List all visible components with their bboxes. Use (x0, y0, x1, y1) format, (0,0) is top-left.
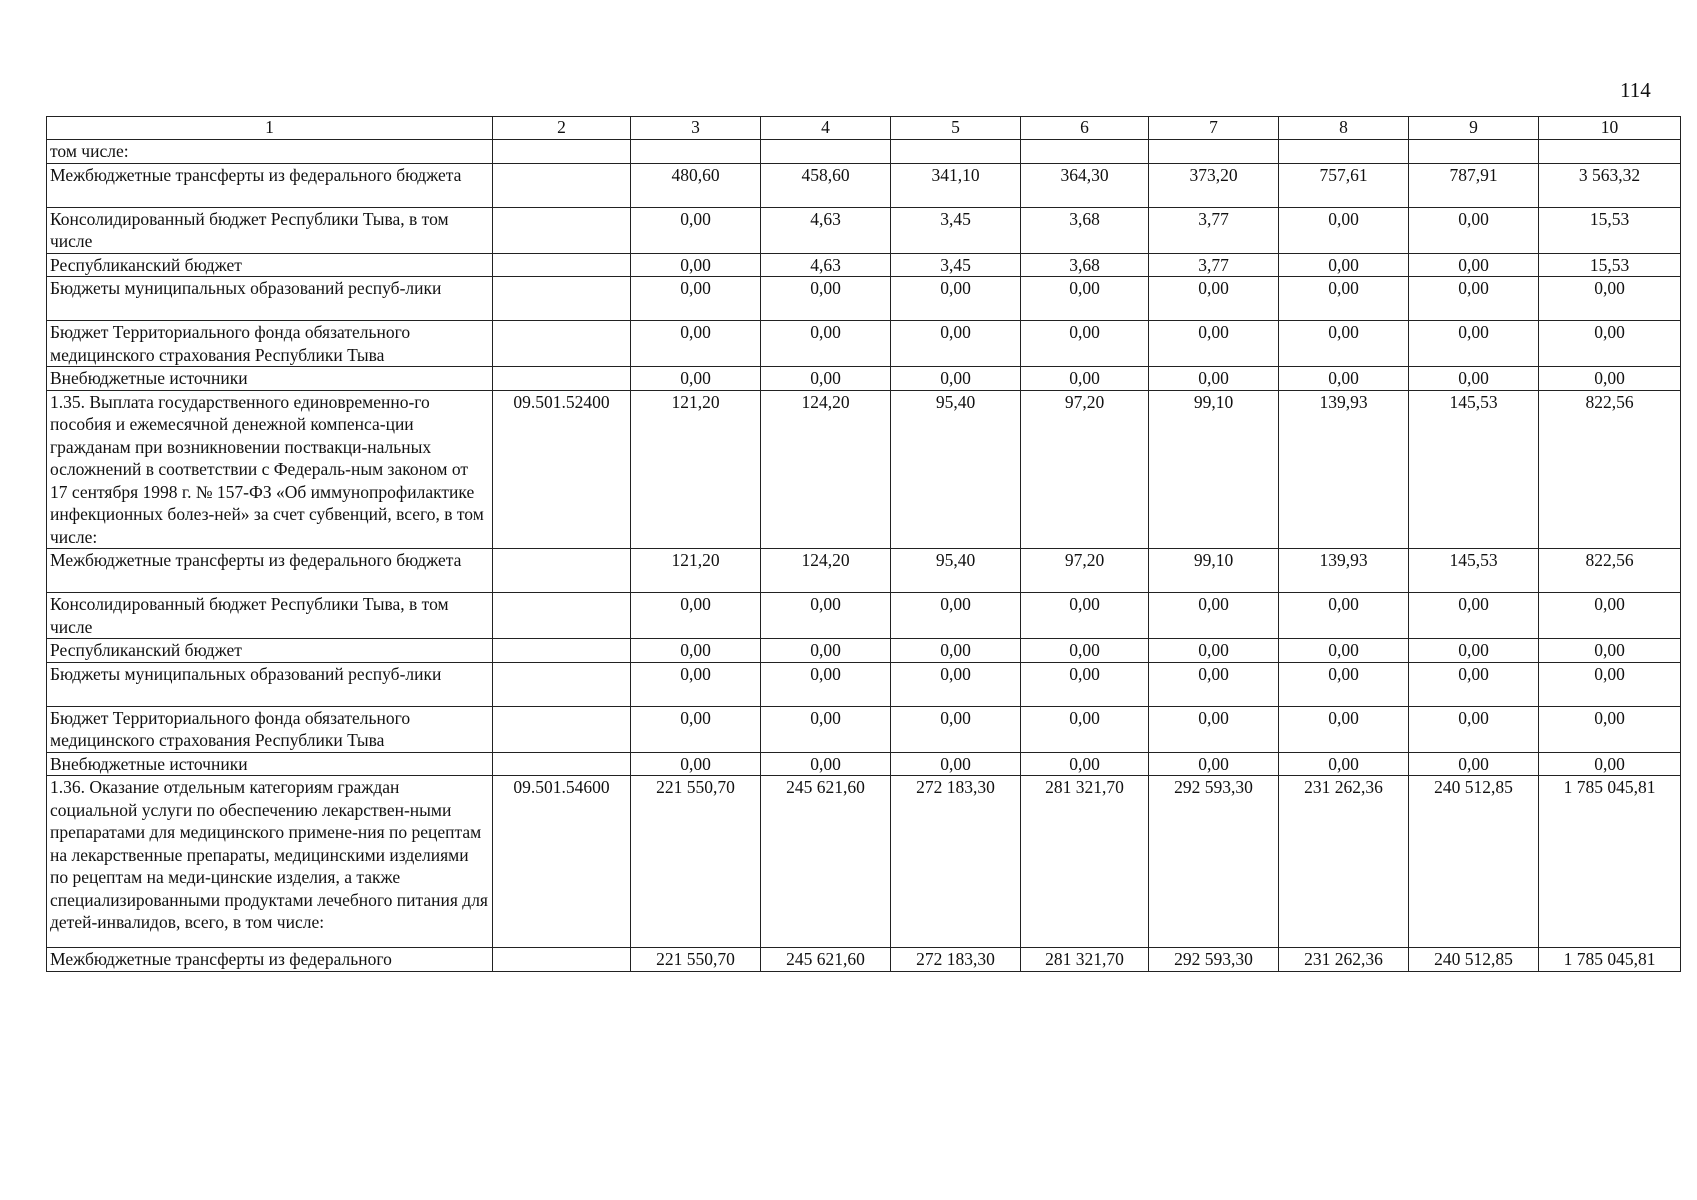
value-cell: 95,40 (891, 390, 1021, 549)
row-code (493, 321, 631, 367)
value-cell: 0,00 (1409, 321, 1539, 367)
value-cell: 0,00 (761, 662, 891, 706)
row-label: Бюджеты муниципальных образований респуб-лики (47, 662, 493, 706)
row-label: Республиканский бюджет (47, 639, 493, 663)
value-cell: 0,00 (1539, 321, 1681, 367)
value-cell: 0,00 (1409, 367, 1539, 391)
value-cell: 341,10 (891, 163, 1021, 207)
table-row (47, 549, 1681, 593)
value-cell: 1 785 045,81 (1539, 948, 1681, 972)
row-code (493, 277, 631, 321)
value-cell: 99,10 (1149, 390, 1279, 549)
value-cell: 0,00 (1149, 367, 1279, 391)
value-cell: 240 512,85 (1409, 776, 1539, 948)
header-cell: 10 (1539, 117, 1681, 140)
value-cell: 757,61 (1279, 163, 1409, 207)
value-cell: 0,00 (631, 253, 761, 277)
value-cell: 0,00 (1279, 277, 1409, 321)
value-cell: 0,00 (631, 752, 761, 776)
value-cell: 3,45 (891, 253, 1021, 277)
table-row (47, 662, 1681, 706)
value-cell: 373,20 (1149, 163, 1279, 207)
value-cell: 1 785 045,81 (1539, 776, 1681, 948)
table-row (47, 752, 1681, 776)
value-cell: 0,00 (1539, 662, 1681, 706)
table-row (47, 948, 1681, 972)
value-cell: 0,00 (631, 277, 761, 321)
value-cell: 0,00 (1021, 277, 1149, 321)
row-label: Республиканский бюджет (47, 253, 493, 277)
value-cell: 0,00 (1279, 253, 1409, 277)
value-cell: 822,56 (1539, 549, 1681, 593)
value-cell: 0,00 (1021, 662, 1149, 706)
row-label: 1.35. Выплата государственного единовременно-го пособия и ежемесячной денежной компенса-ции гражданам при возникновении поствакци-нальных осложнений в соответствии с Федераль-ным законом от 17 сентября 1998 г. № 157-ФЗ «Об иммунопрофилактике инфекционных болез-ней» за счет субвенций, всего, в том числе: (47, 390, 493, 549)
header-cell: 3 (631, 117, 761, 140)
row-label: Межбюджетные трансферты из федерального бюджета (47, 163, 493, 207)
value-cell: 0,00 (1279, 706, 1409, 752)
value-cell (761, 140, 891, 164)
value-cell: 245 621,60 (761, 948, 891, 972)
value-cell: 0,00 (1149, 706, 1279, 752)
value-cell: 3 563,32 (1539, 163, 1681, 207)
value-cell: 0,00 (1279, 321, 1409, 367)
table-body (47, 140, 1681, 972)
value-cell: 3,45 (891, 207, 1021, 253)
table-row (47, 639, 1681, 663)
table-row (47, 163, 1681, 207)
row-code (493, 207, 631, 253)
table-row (47, 207, 1681, 253)
value-cell: 0,00 (631, 593, 761, 639)
value-cell: 99,10 (1149, 549, 1279, 593)
row-code (493, 639, 631, 663)
row-label: Бюджеты муниципальных образований респуб-лики (47, 277, 493, 321)
value-cell: 145,53 (1409, 549, 1539, 593)
row-label: 1.36. Оказание отдельным категориям граждан социальной услуги по обеспечению лекарствен-ными препаратами для медицинского примене-ния по рецептам на лекарственные препараты, медицинскими изделиями по рецептам на меди-цинские изделия, а также специализированными продуктами лечебного питания для детей-инвалидов, всего, в том числе: (47, 776, 493, 948)
value-cell: 0,00 (761, 277, 891, 321)
row-code (493, 662, 631, 706)
value-cell: 0,00 (1149, 752, 1279, 776)
value-cell: 231 262,36 (1279, 776, 1409, 948)
value-cell: 3,68 (1021, 207, 1149, 253)
value-cell: 364,30 (1021, 163, 1149, 207)
row-label: том числе: (47, 140, 493, 164)
value-cell: 145,53 (1409, 390, 1539, 549)
value-cell: 0,00 (1021, 639, 1149, 663)
row-code: 09.501.52400 (493, 390, 631, 549)
value-cell: 0,00 (891, 367, 1021, 391)
value-cell: 124,20 (761, 390, 891, 549)
value-cell: 95,40 (891, 549, 1021, 593)
value-cell: 0,00 (631, 639, 761, 663)
value-cell (1409, 140, 1539, 164)
value-cell (1021, 140, 1149, 164)
value-cell: 480,60 (631, 163, 761, 207)
value-cell: 245 621,60 (761, 776, 891, 948)
value-cell: 0,00 (1539, 593, 1681, 639)
value-cell: 0,00 (1409, 752, 1539, 776)
value-cell (1279, 140, 1409, 164)
value-cell: 0,00 (1021, 367, 1149, 391)
table-row (47, 253, 1681, 277)
value-cell: 0,00 (1149, 593, 1279, 639)
row-code (493, 367, 631, 391)
value-cell: 292 593,30 (1149, 948, 1279, 972)
value-cell: 0,00 (1021, 321, 1149, 367)
value-cell: 0,00 (1409, 253, 1539, 277)
header-cell: 2 (493, 117, 631, 140)
value-cell: 121,20 (631, 549, 761, 593)
value-cell: 292 593,30 (1149, 776, 1279, 948)
value-cell: 231 262,36 (1279, 948, 1409, 972)
value-cell: 272 183,30 (891, 948, 1021, 972)
value-cell: 0,00 (631, 321, 761, 367)
value-cell: 0,00 (891, 662, 1021, 706)
row-label: Внебюджетные источники (47, 752, 493, 776)
value-cell: 0,00 (1149, 639, 1279, 663)
value-cell: 4,63 (761, 207, 891, 253)
value-cell: 221 550,70 (631, 948, 761, 972)
row-label: Межбюджетные трансферты из федерального (47, 948, 493, 972)
row-code (493, 549, 631, 593)
value-cell: 97,20 (1021, 390, 1149, 549)
value-cell: 0,00 (891, 706, 1021, 752)
row-code (493, 706, 631, 752)
value-cell: 0,00 (1279, 367, 1409, 391)
row-label: Бюджет Территориального фонда обязательного медицинского страхования Республики Тыва (47, 321, 493, 367)
row-code (493, 140, 631, 164)
row-code: 09.501.54600 (493, 776, 631, 948)
value-cell: 0,00 (1539, 277, 1681, 321)
value-cell: 139,93 (1279, 390, 1409, 549)
value-cell (631, 140, 761, 164)
value-cell (1539, 140, 1681, 164)
value-cell: 0,00 (1279, 752, 1409, 776)
value-cell: 0,00 (1279, 593, 1409, 639)
value-cell: 0,00 (761, 752, 891, 776)
header-cell: 4 (761, 117, 891, 140)
value-cell: 0,00 (1149, 662, 1279, 706)
value-cell: 0,00 (891, 321, 1021, 367)
row-label: Внебюджетные источники (47, 367, 493, 391)
value-cell: 0,00 (891, 593, 1021, 639)
value-cell: 0,00 (1279, 639, 1409, 663)
value-cell: 458,60 (761, 163, 891, 207)
value-cell: 0,00 (891, 277, 1021, 321)
value-cell: 0,00 (761, 321, 891, 367)
value-cell: 0,00 (1149, 277, 1279, 321)
value-cell: 0,00 (1539, 367, 1681, 391)
value-cell: 0,00 (1409, 277, 1539, 321)
value-cell: 822,56 (1539, 390, 1681, 549)
value-cell: 121,20 (631, 390, 761, 549)
value-cell: 0,00 (1409, 593, 1539, 639)
header-row (47, 117, 1681, 140)
value-cell: 0,00 (631, 367, 761, 391)
header-cell: 7 (1149, 117, 1279, 140)
value-cell: 787,91 (1409, 163, 1539, 207)
header-cell: 6 (1021, 117, 1149, 140)
value-cell: 0,00 (761, 639, 891, 663)
value-cell: 0,00 (631, 207, 761, 253)
value-cell: 272 183,30 (891, 776, 1021, 948)
value-cell: 0,00 (1539, 639, 1681, 663)
value-cell: 97,20 (1021, 549, 1149, 593)
row-code (493, 163, 631, 207)
value-cell: 281 321,70 (1021, 948, 1149, 972)
value-cell: 0,00 (761, 593, 891, 639)
value-cell: 15,53 (1539, 207, 1681, 253)
value-cell: 124,20 (761, 549, 891, 593)
value-cell: 0,00 (1539, 706, 1681, 752)
table-row (47, 390, 1681, 549)
value-cell: 3,68 (1021, 253, 1149, 277)
row-code (493, 593, 631, 639)
header-cell: 5 (891, 117, 1021, 140)
value-cell: 0,00 (1409, 706, 1539, 752)
value-cell: 0,00 (1021, 706, 1149, 752)
table-row (47, 277, 1681, 321)
row-label: Консолидированный бюджет Республики Тыва, в том числе (47, 593, 493, 639)
row-label: Бюджет Территориального фонда обязательного медицинского страхования Республики Тыва (47, 706, 493, 752)
value-cell: 0,00 (1149, 321, 1279, 367)
value-cell: 0,00 (761, 706, 891, 752)
value-cell: 281 321,70 (1021, 776, 1149, 948)
header-cell: 9 (1409, 117, 1539, 140)
table-row (47, 776, 1681, 948)
value-cell: 139,93 (1279, 549, 1409, 593)
value-cell: 3,77 (1149, 253, 1279, 277)
row-label: Консолидированный бюджет Республики Тыва, в том числе (47, 207, 493, 253)
row-code (493, 253, 631, 277)
value-cell: 0,00 (631, 706, 761, 752)
value-cell: 0,00 (1279, 207, 1409, 253)
header-cell: 8 (1279, 117, 1409, 140)
value-cell (891, 140, 1021, 164)
value-cell: 0,00 (631, 662, 761, 706)
table-row (47, 140, 1681, 164)
value-cell: 0,00 (1409, 662, 1539, 706)
value-cell: 0,00 (1409, 639, 1539, 663)
table-row (47, 706, 1681, 752)
table-row (47, 367, 1681, 391)
value-cell: 240 512,85 (1409, 948, 1539, 972)
value-cell: 3,77 (1149, 207, 1279, 253)
value-cell: 4,63 (761, 253, 891, 277)
value-cell: 0,00 (891, 639, 1021, 663)
value-cell: 0,00 (1279, 662, 1409, 706)
value-cell: 0,00 (761, 367, 891, 391)
row-code (493, 752, 631, 776)
value-cell: 0,00 (1409, 207, 1539, 253)
value-cell (1149, 140, 1279, 164)
table-row (47, 593, 1681, 639)
page-number: 114 (1620, 78, 1651, 102)
value-cell: 221 550,70 (631, 776, 761, 948)
value-cell: 0,00 (1021, 593, 1149, 639)
value-cell: 15,53 (1539, 253, 1681, 277)
budget-table (46, 116, 1681, 972)
value-cell: 0,00 (1539, 752, 1681, 776)
row-code (493, 948, 631, 972)
value-cell: 0,00 (1021, 752, 1149, 776)
table-row (47, 321, 1681, 367)
value-cell: 0,00 (891, 752, 1021, 776)
row-label: Межбюджетные трансферты из федерального бюджета (47, 549, 493, 593)
header-cell: 1 (47, 117, 493, 140)
